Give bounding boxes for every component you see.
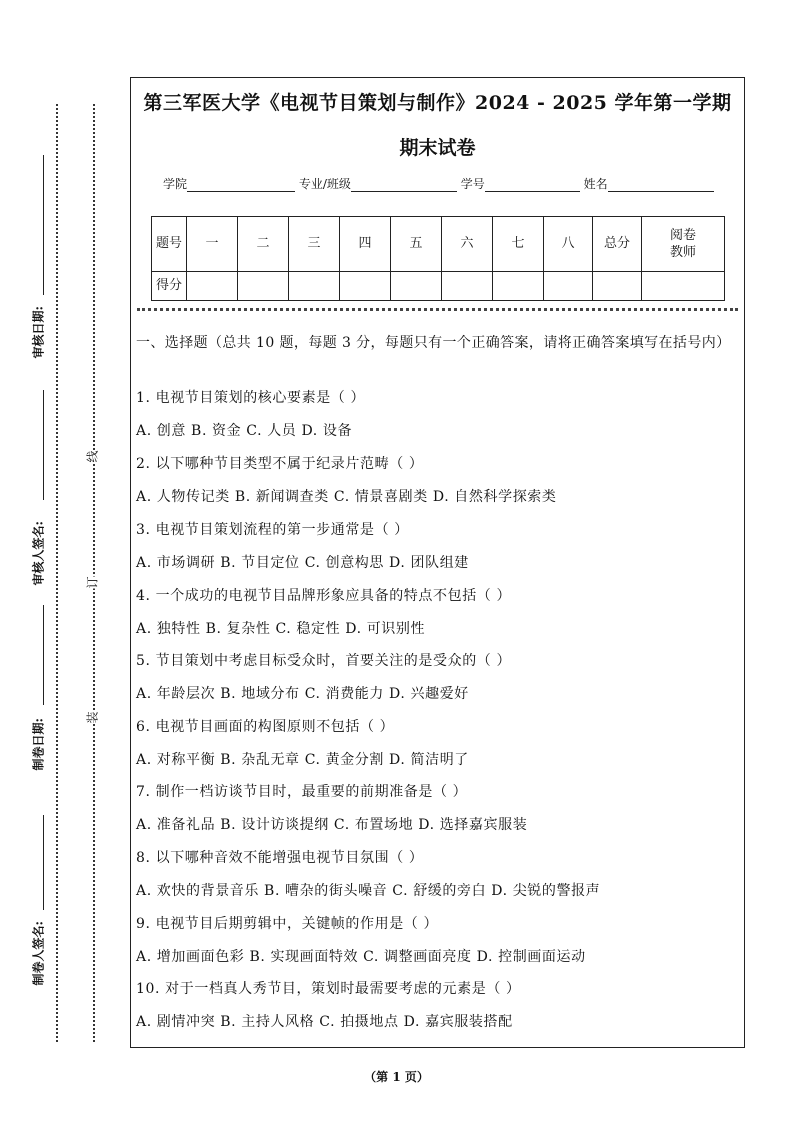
score-header-cell: 七 (493, 217, 544, 272)
exam-frame (130, 77, 745, 1048)
score-cell[interactable] (442, 272, 493, 301)
score-header-cell: 四 (340, 217, 391, 272)
options-9: A. 增加画面色彩 B. 实现画面特效 C. 调整画面亮度 D. 控制画面运动 (136, 949, 586, 965)
section-divider (137, 308, 738, 311)
maker-sign-label: 制卷人签名: (31, 921, 46, 986)
page-number: （第 1 页） (364, 1070, 429, 1084)
question-4: 4. 一个成功的电视节目品牌形象应具备的特点不包括（ ） (136, 588, 512, 604)
name-label: 姓名 (583, 177, 608, 191)
major-class-label: 专业/班级 (298, 177, 351, 191)
review-date-label: 审核日期: (31, 306, 46, 359)
options-10: A. 剧情冲突 B. 主持人风格 C. 拍摄地点 D. 嘉宾服装搭配 (136, 1014, 513, 1030)
score-header-cell: 总分 (593, 217, 642, 272)
outer-dotted-line (56, 104, 58, 1042)
options-8: A. 欢快的背景音乐 B. 嘈杂的街头噪音 C. 舒缓的旁白 D. 尖锐的警报声 (136, 883, 601, 899)
options-3: A. 市场调研 B. 节目定位 C. 创意构思 D. 团队组建 (136, 555, 469, 571)
score-header-cell: 六 (442, 217, 493, 272)
make-date-line (43, 605, 44, 705)
question-8: 8. 以下哪种音效不能增强电视节目氛围（ ） (136, 850, 424, 866)
question-2: 2. 以下哪种节目类型不属于纪录片范畴（ ） (136, 456, 424, 472)
score-header-row (152, 217, 725, 272)
score-row-label: 得分 (152, 272, 187, 301)
exam-subtitle: 期末试卷 (399, 137, 476, 159)
score-header-cell: 题号 (152, 217, 187, 272)
score-header-cell: 八 (544, 217, 593, 272)
score-header-cell: 二 (238, 217, 289, 272)
score-cell[interactable] (544, 272, 593, 301)
question-5: 5. 节目策划中考虑目标受众时，首要关注的是受众的（ ） (136, 653, 512, 669)
question-1: 1. 电视节目策划的核心要素是（ ） (136, 390, 366, 406)
student-id-field[interactable] (485, 179, 580, 192)
score-cell[interactable] (493, 272, 544, 301)
options-5: A. 年龄层次 B. 地域分布 C. 消费能力 D. 兴趣爱好 (136, 686, 469, 702)
score-table (151, 216, 725, 301)
question-10: 10. 对于一档真人秀节目，策划时最需要考虑的元素是（ ） (136, 981, 521, 997)
score-header-cell: 一 (187, 217, 238, 272)
question-6: 6. 电视节目画面的构图原则不包括（ ） (136, 719, 395, 735)
gutter-bind-char: 订 (85, 576, 100, 589)
review-date-line (43, 155, 44, 295)
question-9: 9. 电视节目后期剪辑中，关键帧的作用是（ ） (136, 916, 439, 932)
score-cell[interactable] (238, 272, 289, 301)
score-cell[interactable] (642, 272, 725, 301)
question-7: 7. 制作一档访谈节目时，最重要的前期准备是（ ） (136, 784, 468, 800)
score-cell[interactable] (593, 272, 642, 301)
options-1: A. 创意 B. 资金 C. 人员 D. 设备 (136, 423, 353, 439)
section1-heading: 一、选择题（总共 10 题，每题 3 分，每题只有一个正确答案，请将正确答案填写在括号内） (136, 335, 731, 351)
reviewer-sign-line (43, 390, 44, 500)
score-cell[interactable] (391, 272, 442, 301)
college-field[interactable] (187, 179, 295, 192)
score-header-cell: 三 (289, 217, 340, 272)
options-4: A. 独特性 B. 复杂性 C. 稳定性 D. 可识别性 (136, 621, 426, 637)
score-header-cell: 五 (391, 217, 442, 272)
question-3: 3. 电视节目策划流程的第一步通常是（ ） (136, 522, 409, 538)
score-header-cell: 阅卷教师 (642, 217, 725, 272)
inner-dotted-line (93, 104, 95, 1042)
options-6: A. 对称平衡 B. 杂乱无章 C. 黄金分割 D. 简洁明了 (136, 752, 469, 768)
score-cell[interactable] (187, 272, 238, 301)
options-2: A. 人物传记类 B. 新闻调查类 C. 情景喜剧类 D. 自然科学探索类 (136, 489, 557, 505)
exam-title: 第三军医大学《电视节目策划与制作》2024 - 2025 学年第一学期 (143, 92, 732, 114)
gutter-seal-char: 装 (85, 711, 100, 724)
score-cell[interactable] (289, 272, 340, 301)
student-info-row (163, 175, 714, 192)
major-class-field[interactable] (351, 179, 457, 192)
make-date-label: 制卷日期: (31, 718, 46, 771)
reviewer-sign-label: 审核人签名: (31, 521, 46, 586)
name-field[interactable] (608, 179, 714, 192)
options-7: A. 准备礼品 B. 设计访谈提纲 C. 布置场地 D. 选择嘉宾服装 (136, 817, 528, 833)
college-label: 学院 (163, 177, 188, 191)
student-id-label: 学号 (460, 177, 485, 191)
score-cell[interactable] (340, 272, 391, 301)
score-value-row (152, 272, 725, 301)
maker-sign-line (43, 815, 44, 910)
gutter-line-char: 线 (85, 450, 100, 463)
